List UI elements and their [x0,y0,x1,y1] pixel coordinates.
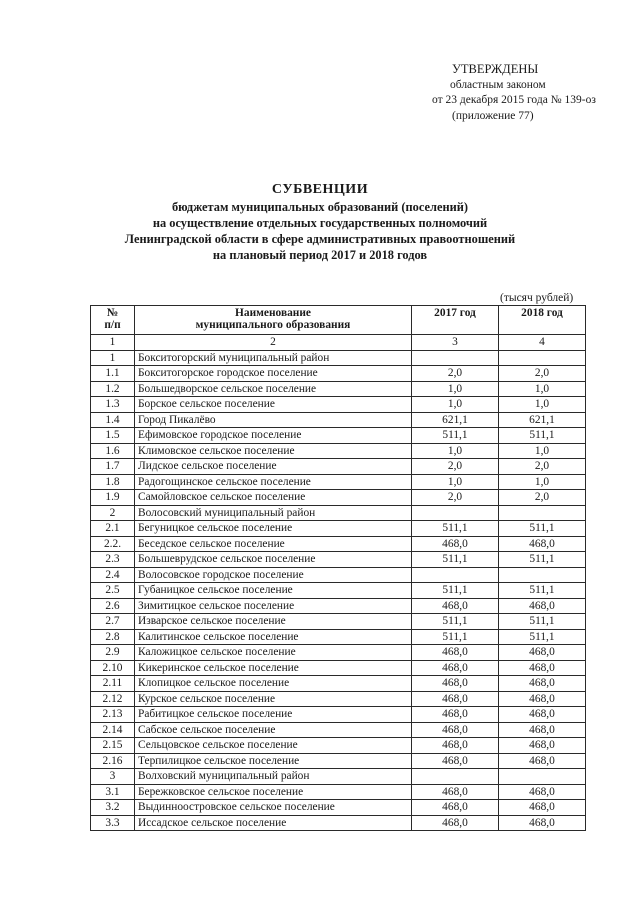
table-row [91,691,586,707]
row-name: Сабское сельское поселение [135,722,412,738]
row-value-2018: 511,1 [499,552,586,568]
row-number: 2.14 [91,722,135,738]
row-number: 1 [91,350,135,366]
row-value-2017: 468,0 [412,536,499,552]
row-value-2018: 468,0 [499,598,586,614]
index-cell: 1 [91,335,135,351]
row-name: Беседское сельское поселение [135,536,412,552]
row-name: Бокситогорский муниципальный район [135,350,412,366]
row-value-2017: 1,0 [412,397,499,413]
index-cell: 4 [499,335,586,351]
row-value-2017: 468,0 [412,598,499,614]
table-row [91,598,586,614]
header-name-line2: муниципального образования [195,319,351,331]
table-row [91,552,586,568]
row-name: Радогощинское сельское поселение [135,474,412,490]
table-header-row [91,306,586,335]
row-number: 2.8 [91,629,135,645]
approval-law-line: областным законом [450,78,546,91]
table-row [91,614,586,630]
row-value-2017: 468,0 [412,660,499,676]
row-name: Кикеринское сельское поселение [135,660,412,676]
table-row [91,629,586,645]
row-value-2018: 468,0 [499,676,586,692]
row-value-2017: 511,1 [412,552,499,568]
row-number: 2.11 [91,676,135,692]
table-row [91,722,586,738]
row-value-2018: 468,0 [499,738,586,754]
row-name: Лидское сельское поселение [135,459,412,475]
row-name: Бережковское сельское поселение [135,784,412,800]
row-name: Климовское сельское поселение [135,443,412,459]
row-number: 1.8 [91,474,135,490]
row-value-2017: 511,1 [412,614,499,630]
row-value-2017: 1,0 [412,443,499,459]
row-value-2018: 468,0 [499,645,586,661]
approval-appendix-line: (приложение 77) [452,109,534,122]
table-row [91,474,586,490]
row-number: 2.12 [91,691,135,707]
row-value-2018: 511,1 [499,583,586,599]
row-number: 2.13 [91,707,135,723]
row-value-2017: 468,0 [412,707,499,723]
row-number: 3.1 [91,784,135,800]
row-value-2017: 468,0 [412,676,499,692]
table-row [91,459,586,475]
table-row [91,366,586,382]
table-row [91,753,586,769]
row-name: Губаницкое сельское поселение [135,583,412,599]
title-line-3: Ленинградской области в сфере административных правоотношений [124,232,516,246]
row-value-2018: 621,1 [499,412,586,428]
row-name: Изварское сельское поселение [135,614,412,630]
row-value-2017: 2,0 [412,490,499,506]
row-value-2018: 468,0 [499,691,586,707]
row-value-2018: 511,1 [499,629,586,645]
table-row [91,536,586,552]
row-name: Бегуницкое сельское поселение [135,521,412,537]
row-number: 1.2 [91,381,135,397]
unit-label: (тысяч рублей) [500,292,574,304]
row-name: Бокситогорское городское поселение [135,366,412,382]
row-name: Ефимовское городское поселение [135,428,412,444]
row-name: Самойловское сельское поселение [135,490,412,506]
row-name: Сельцовское сельское поселение [135,738,412,754]
row-value-2018: 511,1 [499,428,586,444]
row-value-2018: 468,0 [499,753,586,769]
row-number: 2.3 [91,552,135,568]
table-row [91,583,586,599]
row-value-2018: 1,0 [499,443,586,459]
row-name: Волховский муниципальный район [135,769,412,785]
row-value-2018: 1,0 [499,474,586,490]
row-number: 1.1 [91,366,135,382]
row-value-2017: 511,1 [412,428,499,444]
table-row [91,815,586,831]
table-row [91,660,586,676]
row-number: 2.6 [91,598,135,614]
row-number: 3.3 [91,815,135,831]
table-row [91,428,586,444]
header-2018: 2018 год [499,306,586,335]
table-row [91,707,586,723]
row-value-2017: 511,1 [412,629,499,645]
row-value-2018: 1,0 [499,397,586,413]
row-number: 2.16 [91,753,135,769]
row-value-2018 [499,567,586,583]
table-row [91,567,586,583]
header-number-line1: № [106,307,119,319]
row-name: Иссадское сельское поселение [135,815,412,831]
row-number: 2.7 [91,614,135,630]
row-value-2017: 511,1 [412,521,499,537]
row-number: 2.1 [91,521,135,537]
row-value-2017: 621,1 [412,412,499,428]
row-value-2018 [499,769,586,785]
subsidy-table [90,305,586,831]
row-value-2018: 2,0 [499,490,586,506]
row-name: Курское сельское поселение [135,691,412,707]
row-value-2017: 1,0 [412,474,499,490]
row-name: Каложицкое сельское поселение [135,645,412,661]
row-name: Калитинское сельское поселение [135,629,412,645]
row-value-2018: 468,0 [499,800,586,816]
row-value-2018: 2,0 [499,459,586,475]
title-line-4: на плановый период 2017 и 2018 годов [212,248,428,262]
row-value-2017: 511,1 [412,583,499,599]
table-row [91,490,586,506]
title-line-2: на осуществление отдельных государственных полномочий [152,216,488,230]
row-value-2018: 511,1 [499,521,586,537]
header-number-line2: п/п [104,319,121,331]
row-number: 1.7 [91,459,135,475]
table-row [91,784,586,800]
row-name: Волосовский муниципальный район [135,505,412,521]
row-number: 1.4 [91,412,135,428]
header-number [91,306,135,335]
table-row [91,505,586,521]
table-row [91,800,586,816]
approval-heading: УТВЕРЖДЕНЫ [452,62,539,76]
row-value-2017: 468,0 [412,722,499,738]
row-number: 2.5 [91,583,135,599]
table-row [91,521,586,537]
table-row [91,397,586,413]
document-title [0,182,640,263]
row-value-2017: 1,0 [412,381,499,397]
table-row [91,412,586,428]
row-number: 2.15 [91,738,135,754]
title-main: СУБВЕНЦИИ [271,182,369,197]
header-2017: 2017 год [412,306,499,335]
row-value-2017 [412,567,499,583]
header-name-line1: Наименование [235,307,311,319]
row-value-2017 [412,505,499,521]
approval-block [432,62,596,124]
row-value-2018: 2,0 [499,366,586,382]
row-value-2017: 468,0 [412,753,499,769]
column-index-row [91,335,586,351]
index-cell: 3 [412,335,499,351]
index-cell: 2 [135,335,412,351]
row-value-2017 [412,350,499,366]
approval-date-line: от 23 декабря 2015 года № 139-оз [432,94,596,106]
table-row [91,350,586,366]
row-value-2017 [412,769,499,785]
row-number: 2.9 [91,645,135,661]
row-value-2017: 2,0 [412,459,499,475]
row-name: Терпилицкое сельское поселение [135,753,412,769]
row-number: 3.2 [91,800,135,816]
row-number: 2.4 [91,567,135,583]
row-value-2018: 468,0 [499,784,586,800]
row-value-2018 [499,350,586,366]
row-value-2018: 468,0 [499,722,586,738]
title-line-1: бюджетам муниципальных образований (поселений) [171,200,469,214]
row-name: Волосовское городское поселение [135,567,412,583]
row-number: 1.9 [91,490,135,506]
row-name: Большеврудское сельское поселение [135,552,412,568]
row-number: 2.2. [91,536,135,552]
row-number: 3 [91,769,135,785]
row-value-2018 [499,505,586,521]
header-name [135,306,412,335]
row-value-2018: 468,0 [499,536,586,552]
table-row [91,676,586,692]
row-value-2018: 468,0 [499,707,586,723]
row-value-2017: 468,0 [412,784,499,800]
row-number: 1.6 [91,443,135,459]
row-value-2018: 1,0 [499,381,586,397]
row-value-2018: 468,0 [499,660,586,676]
row-name: Борское сельское поселение [135,397,412,413]
row-value-2017: 2,0 [412,366,499,382]
row-number: 1.5 [91,428,135,444]
row-value-2017: 468,0 [412,691,499,707]
row-name: Рабитицкое сельское поселение [135,707,412,723]
row-name: Город Пикалёво [135,412,412,428]
table-row [91,769,586,785]
row-value-2017: 468,0 [412,738,499,754]
row-name: Зимитицкое сельское поселение [135,598,412,614]
row-number: 2.10 [91,660,135,676]
row-value-2018: 511,1 [499,614,586,630]
row-number: 1.3 [91,397,135,413]
row-name: Клопицкое сельское поселение [135,676,412,692]
row-name: Выдинноостровское сельское поселение [135,800,412,816]
row-number: 2 [91,505,135,521]
row-value-2017: 468,0 [412,800,499,816]
table-row [91,738,586,754]
table-row [91,443,586,459]
row-value-2017: 468,0 [412,645,499,661]
table-row [91,381,586,397]
row-name: Большедворское сельское поселение [135,381,412,397]
table-row [91,645,586,661]
row-value-2018: 468,0 [499,815,586,831]
row-value-2017: 468,0 [412,815,499,831]
